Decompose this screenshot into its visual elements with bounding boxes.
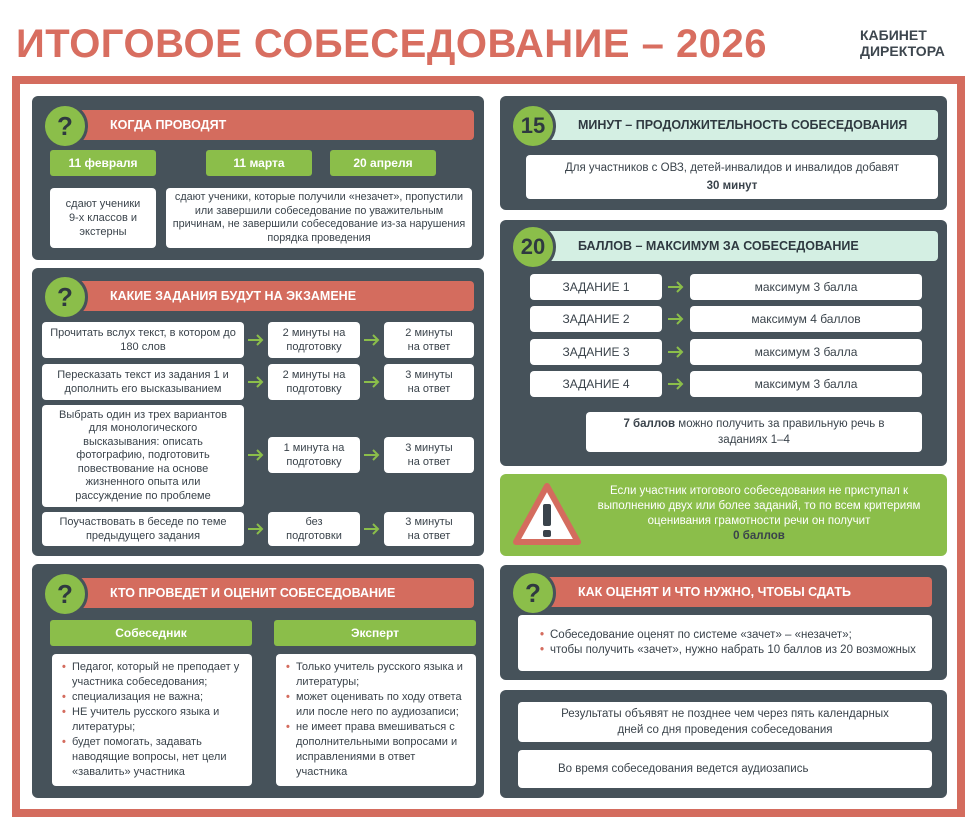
points-header [526,231,938,261]
arrow-right-icon [363,334,381,346]
interviewer-list-box [52,654,252,786]
speech-note [586,412,922,452]
list-item: • чтобы получить «зачет», нужно набрать 10 баллов из 20 возможных [540,643,916,658]
page-title: ИТОГОВОЕ СОБЕСЕДОВАНИЕ – 2026 [16,22,768,66]
warning-text-box [586,484,932,544]
arrow-right-icon [247,334,265,346]
task-1-prep: 2 минуты на подготовку [268,322,360,358]
list-item: • может оценивать по ходу ответа или после него по аудиозаписи; [286,690,468,720]
task-4-label: ЗАДАНИЕ 4 [530,371,662,397]
brand-logo [860,27,945,59]
question-icon: ? [42,274,88,320]
duration-note [526,155,938,199]
task-2-max: максимум 4 баллов [690,306,922,332]
who-header [58,578,474,608]
grading-list-box [518,615,932,671]
task-4-text: Поучаствовать в беседе по теме предыдущего задания [42,512,244,546]
task-3-label: ЗАДАНИЕ 3 [530,339,662,365]
duration-note-bold: 30 минут [706,180,758,192]
arrow-right-icon [667,378,685,390]
question-icon: ? [42,103,88,149]
duration-title: МИНУТ – ПРОДОЛЖИТЕЛЬНОСТЬ СОБЕСЕДОВАНИЯ [578,118,908,132]
task-2-text: Пересказать текст из задания 1 и дополнить его высказыванием [42,364,244,400]
arrow-right-icon [667,313,685,325]
task-2-label: ЗАДАНИЕ 2 [530,306,662,332]
task-1-text: Прочитать вслух текст, в котором до 180 слов [42,322,244,358]
arrow-right-icon [363,376,381,388]
expert-list-box [276,654,476,786]
arrow-right-icon [247,376,265,388]
when-title: КОГДА ПРОВОДЯТ [110,118,227,132]
arrow-right-icon [363,449,381,461]
list-item: • Только учитель русского языка и литературы; [286,660,468,690]
speech-note-text: можно получить за правильную речь в заданиях 1–4 [678,418,885,446]
expert-pill: Эксперт [274,620,476,646]
interviewer-list [62,660,244,780]
warning-bold: 0 баллов [733,530,785,542]
date-pill-2: 11 марта [206,150,312,176]
question-icon: ? [510,570,556,616]
when-header [58,110,474,140]
points-title: БАЛЛОВ – МАКСИМУМ ЗА СОБЕСЕДОВАНИЕ [578,239,859,253]
warning-text: Если участник итогового собеседования не приступал к выполнению двух или более заданий, то по всем критериям оценивания грамотности речи он получит [597,485,921,527]
duration-header [526,110,938,140]
list-item: • Педагог, который не преподает у участника собеседования; [62,660,244,690]
arrow-right-icon [247,523,265,535]
when-desc-2: сдают ученики, которые получили «незачет», пропустили или завершили собеседование по уважительным причинам, не завершили собеседование из-за нарушения порядка проведения [166,188,472,248]
task-4-answer: 3 минуты на ответ [384,512,474,546]
results-line-2: Во время собеседования ведется аудиозапись [518,750,932,788]
list-item: • НЕ учитель русского языка и литературы; [62,705,244,735]
grading-list [540,628,916,658]
duration-note-text: Для участников с ОВЗ, детей-инвалидов и инвалидов добавят [564,162,900,174]
arrow-right-icon [363,523,381,535]
speech-note-bold: 7 баллов [623,418,676,430]
brand-line-2: ДИРЕКТОРА [860,43,945,59]
results-line-1: Результаты объявят не позднее чем через пять календарных дней со дня проведения собеседования [518,702,932,742]
arrow-right-icon [667,281,685,293]
list-item: • будет помогать, задавать наводящие вопросы, нет цели «завалить» участника [62,735,244,780]
task-1-answer: 2 минуты на ответ [384,322,474,358]
task-3-text: Выбрать один из трех вариантов для монологического высказывания: описать фотографию, подготовить повествование на основе жизненного опыта или рассуждение по проблеме [42,405,244,507]
when-desc-1: сдают ученики 9-х классов и экстерны [50,188,156,248]
grading-title: КАК ОЦЕНЯТ И ЧТО НУЖНО, ЧТОБЫ СДАТЬ [578,585,851,599]
who-title: КТО ПРОВЕДЕТ И ОЦЕНИТ СОБЕСЕДОВАНИЕ [110,586,396,600]
arrow-right-icon [247,449,265,461]
task-3-max: максимум 3 балла [690,339,922,365]
arrow-right-icon [667,346,685,358]
task-3-answer: 3 минуты на ответ [384,437,474,473]
task-2-answer: 3 минуты на ответ [384,364,474,400]
brand-line-1: КАБИНЕТ [860,27,927,43]
list-item: • Собеседование оценят по системе «зачет» – «незачет»; [540,628,916,643]
tasks-header [58,281,474,311]
question-icon: ? [42,571,88,617]
list-item: • специализация не важна; [62,690,244,705]
task-3-prep: 1 минута на подготовку [268,437,360,473]
task-4-max: максимум 3 балла [690,371,922,397]
task-2-prep: 2 минуты на подготовку [268,364,360,400]
date-pill-3: 20 апреля [330,150,436,176]
interviewer-pill: Собеседник [50,620,252,646]
warning-triangle-icon [512,482,582,546]
list-item: • не имеет права вмешиваться с дополнительными вопросами и исправлениями в ответ участника [286,720,468,780]
expert-list [286,660,468,780]
points-number: 20 [510,224,556,270]
grading-header [526,577,932,607]
task-1-label: ЗАДАНИЕ 1 [530,274,662,300]
duration-number: 15 [510,103,556,149]
task-4-prep: без подготовки [268,512,360,546]
date-pill-1: 11 февраля [50,150,156,176]
task-1-max: максимум 3 балла [690,274,922,300]
tasks-title: КАКИЕ ЗАДАНИЯ БУДУТ НА ЭКЗАМЕНЕ [110,289,357,303]
